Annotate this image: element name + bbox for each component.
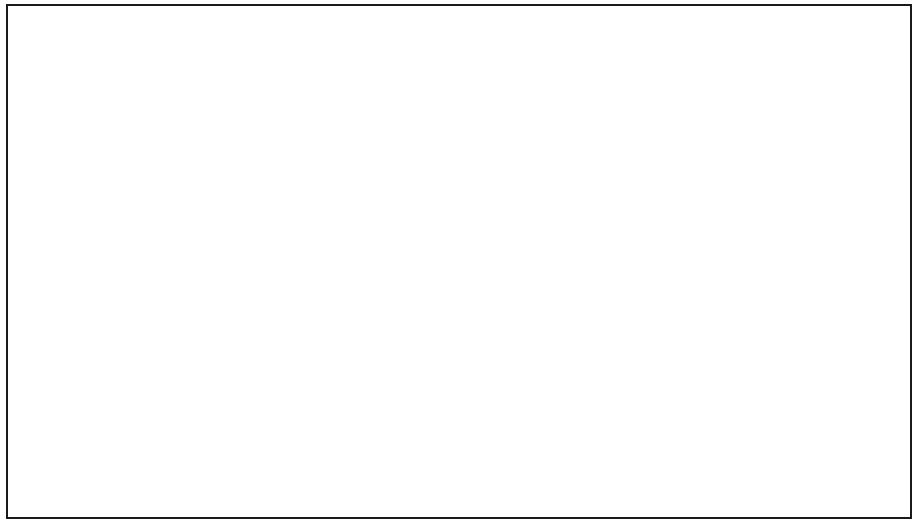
notice-footer — [18, 496, 900, 516]
notice-line — [18, 236, 900, 256]
notice-line — [18, 54, 900, 74]
notice-line — [18, 216, 900, 236]
notice-line — [18, 317, 900, 337]
notice-line — [18, 357, 900, 377]
notice-line — [18, 95, 900, 115]
notice-line — [18, 296, 900, 316]
notice-line — [18, 34, 900, 54]
notice-line — [18, 155, 900, 175]
notice-body — [18, 34, 900, 498]
notice-line — [18, 74, 900, 94]
notice-line — [18, 377, 900, 397]
notice-line — [18, 397, 900, 417]
notice-line — [18, 418, 900, 438]
notice-line — [18, 175, 900, 195]
notice-line — [18, 115, 900, 135]
notice-line — [18, 256, 900, 276]
notice-line — [18, 276, 900, 296]
notice-line — [18, 135, 900, 155]
auction-notice — [6, 4, 912, 519]
notice-line — [18, 438, 900, 458]
notice-line — [18, 196, 900, 216]
notice-line — [18, 458, 900, 478]
notice-line — [18, 337, 900, 357]
